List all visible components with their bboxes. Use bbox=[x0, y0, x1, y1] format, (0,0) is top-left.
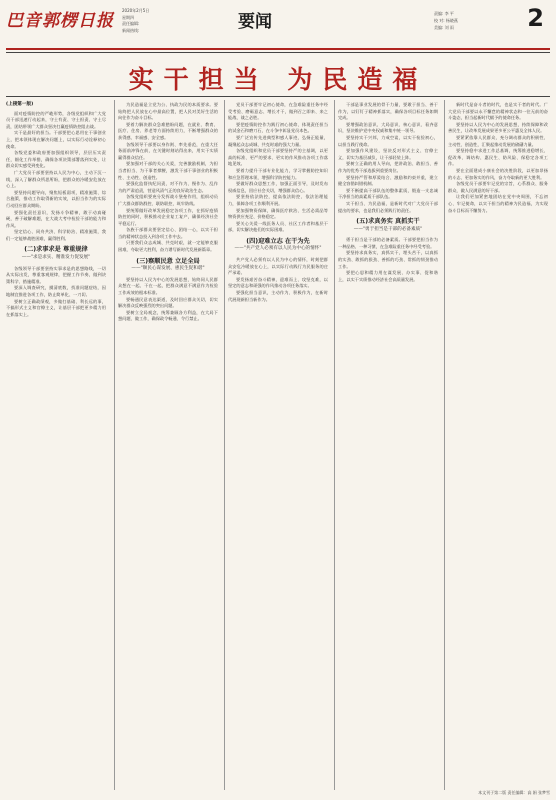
article-paragraph: 要树立全局观念，统筹兼顾各方利益，在大局下想问题、做工作，确保政令畅通、令行禁止。 bbox=[118, 309, 218, 322]
article-paragraph: 要加强作风建设，坚决反对形式主义、官僚主义，切实为基层减负，让干部轻装上阵。 bbox=[338, 148, 438, 160]
article-paragraph: 要强化责任意识，发扬斗争精神，敢于动真碰硬，善于破解难题，在大战大考中检验干部的能力和作风。 bbox=[6, 209, 106, 228]
subhead-title: (二)求事求是 尊重规律 bbox=[24, 246, 88, 254]
subhead-title: (四)迎难立志 在干为先 bbox=[246, 237, 310, 245]
section-subhead bbox=[118, 259, 218, 273]
article-paragraph: 广大党员干部要坚持以人民为中心，主动下沉一线，深入了解群众所思所盼，把群众的冷暖安危放在心上。 bbox=[6, 169, 106, 189]
article-paragraph: 实干是最好的担当。干部要把心思用在干事创业上，把本领体现在解决问题上，以实际行动诠释初心使命。 bbox=[6, 130, 106, 149]
editor-line: 责编: 李 平 bbox=[434, 11, 454, 16]
article-paragraph: 要不断提高干部队伍的整体素质，锻造一支忠诚干净担当的高素质干部队伍。 bbox=[338, 187, 438, 200]
section-subhead bbox=[338, 219, 438, 233]
article-paragraph: 坚定信心、同舟共济、科学防治、精准施策，我们一定能够战胜困难，赢得胜利。 bbox=[6, 229, 106, 241]
article-paragraph: 各级党委和政府要加强组织领导，层层压实责任，细化工作举措，确保各项决策部署落到实处，让群众切实感受到变化。 bbox=[6, 150, 106, 169]
article-paragraph: 要统筹做好改革发展稳定各项工作，在抓好疫情防控的同时，积极推动企业复工复产，确保经济社会平稳运行。 bbox=[118, 207, 218, 226]
article-paragraph: 党员干部要牢记初心使命，在急难险重任务中经受考验、磨砺意志、增长才干，做到召之即来、来之能战、战之必胜。 bbox=[228, 102, 328, 121]
article-paragraph: 要坚持求真务实，真抓实干，埋头苦干，以真抓的实劲、敢抓的狠劲、善抓的巧劲、常抓的韧劲推动工作。 bbox=[338, 250, 438, 269]
article-paragraph: 要坚持以人民为中心的发展思想，始终同人民群众想在一起、干在一起，把群众满意不满意作为检验工作成效的根本标准。 bbox=[118, 276, 218, 296]
issue-meta bbox=[122, 8, 149, 34]
column-divider bbox=[224, 100, 225, 790]
article-paragraph: 各级党组织和党员干部要坚持严的主基调，以更高的标准、更严的要求、更实的作风推动各项工作落地见效。 bbox=[228, 148, 328, 167]
article-paragraph: 要坚持问题导向，聚焦短板弱项，精准施策、综合施策，推动工作取得新的实效，以担当作为的实际行动回应群众期盼。 bbox=[6, 189, 106, 208]
article-paragraph: 要增强政治意识、大局意识、核心意识、看齐意识，坚决维护党中央权威和集中统一领导。 bbox=[338, 121, 438, 134]
column-divider bbox=[114, 100, 115, 790]
article-paragraph: 实干担当、为民造福，是新时代对广大党员干部提出的要求，也是我们必须践行的责任。 bbox=[338, 200, 438, 213]
article-paragraph: 要把疫情防控作为践行初心使命、体现责任担当的试金石和磨刀石，在斗争中彰显党员本色。 bbox=[228, 121, 328, 134]
subhead-quote: ——"勇于担当是干部的必备素质" bbox=[353, 226, 423, 232]
article-paragraph: 要做好群众思想工作，加强正面引导，及时发布权威信息，回应社会关切，增强群众信心。 bbox=[228, 181, 328, 193]
subhead-title: (五)求真务实 真抓实干 bbox=[356, 218, 420, 226]
article-paragraph: 要坚持依法防控，提高依法防控、依法治理能力，保障各项工作顺利开展。 bbox=[228, 194, 328, 206]
article-paragraph: 各级党员干部要牢记党的宗旨，心系群众、服务群众，做人民满意的好干部。 bbox=[448, 181, 548, 193]
article-paragraph: 为民造福是立党为公、执政为民的本质要求。要始终把人民放在心中最高位置，把人民对美好生活的向往作为奋斗目标。 bbox=[118, 102, 218, 121]
masthead-rule bbox=[6, 48, 550, 50]
column-divider bbox=[444, 100, 445, 790]
article-headline: 实干担当 为民造福 bbox=[128, 65, 428, 94]
article-paragraph: 各族干部群众要坚定信心、团结一心，以实干担当的精神状态投入到各项工作中去。 bbox=[118, 227, 218, 239]
article-paragraph: 要加强对干部的关心关爱，完善激励机制，为担当者担当、为干事者撑腰，激发干部干事创业的积极性、主动性、创造性。 bbox=[118, 161, 218, 180]
article-paragraph: 只要我们众志成城、共克时艰，就一定能够克服困难，夺取更大胜利，奋力谱写新时代发展新篇章。 bbox=[118, 240, 218, 253]
page-footer: 本文刊于第二版 责任编辑：高 娟 张梦雪 bbox=[478, 790, 550, 795]
article-paragraph: 面对疫情防控的严峻形势，各级党组织和广大党员干部迅速行动起来，守土有责、守土担责、守土尽责，团结带领广大群众坚决打赢疫情防控阻击战。 bbox=[6, 110, 106, 129]
article-paragraph: 要强化担当意识，主动作为、积极作为，在新时代展现新担当新作为。 bbox=[228, 290, 328, 302]
article-column bbox=[338, 102, 438, 283]
column-divider bbox=[334, 100, 335, 790]
article-paragraph: 让我们更加紧密地团结在党中央周围，不忘初心、牢记使命，以实干担当的精神为民造福，为实现奋斗目标而不懈努力。 bbox=[448, 194, 548, 213]
article-paragraph: 要把心思和精力用在谋发展、办实事、促和谐上，以实干实绩推动经济社会高质量发展。 bbox=[338, 270, 438, 282]
article-paragraph: 勇于担当是干部的必备素质。干部要把担当作为一种品格、一种习惯，在急难险重任务中经受考验。 bbox=[338, 237, 438, 249]
article-column bbox=[118, 102, 218, 323]
article-paragraph: 要紧紧依靠人民群众，充分调动群众的积极性、主动性、创造性，汇聚起推动发展的磅礴力量。 bbox=[448, 134, 548, 147]
article-paragraph: 要着力解决群众急难愁盼问题，在就业、教育、医疗、住房、养老等方面持续用力，不断增强群众的获得感、幸福感、安全感。 bbox=[118, 121, 218, 140]
article-paragraph: 要着力提升干部专业化能力，学习掌握防控知识和应急管理本领，增强科学防控能力。 bbox=[228, 167, 328, 180]
subhead-quote: ——"求是求实、精准发力促发展" bbox=[21, 255, 91, 261]
section-title: 要闻 bbox=[238, 12, 272, 32]
article-column bbox=[6, 102, 106, 318]
article-paragraph: 要广泛宣传先进典型和感人事迹，弘扬正能量，凝聚起众志成城、共克时艰的强大力量。 bbox=[228, 134, 328, 147]
article-paragraph: 要坚持以人民为中心的发展思想，持续保障和改善民生，让改革发展成果更多更公平惠及全体人民。 bbox=[448, 121, 548, 134]
article-paragraph: 要发扬艰苦奋斗精神，迎难而上、攻坚克难，以坚定的意志和顽强的作风推动各项任务落实。 bbox=[228, 276, 328, 289]
article-paragraph: 各级领导干部要以身作则、率先垂范，在重大任务面前冲锋在前，在关键时刻站得出来，用实干实绩赢得群众信任。 bbox=[118, 141, 218, 160]
article-paragraph: 各级领导干部要坚持实事求是的思想路线，一切从实际出发，尊重客观规律，把握工作节奏，做到决策科学、措施精准。 bbox=[6, 265, 106, 284]
article-paragraph: 要在全面建成小康社会的决胜阶段，以更加昂扬的斗志、更加务实的作风，奋力夺取新的更大胜利。 bbox=[448, 167, 548, 180]
editor-line: 美编: 刘 雨 bbox=[434, 25, 454, 30]
editor-credits bbox=[434, 10, 458, 31]
article-paragraph: 要坚持实干兴邦，力戒空谈，以实干检验初心，以担当践行使命。 bbox=[338, 134, 438, 147]
meta-line: 新闻热线: bbox=[122, 27, 140, 33]
meta-line: 2020年2月5日 bbox=[122, 8, 150, 13]
subhead-quote: ——"共产党人必须有以人民为中心的情怀" bbox=[234, 246, 322, 252]
article-column bbox=[228, 102, 328, 303]
headline-rule bbox=[6, 96, 550, 97]
article-paragraph: 要坚持稳中求进工作总基调，统筹推进稳增长、促改革、调结构、惠民生、防风险、保稳定各项工作。 bbox=[448, 148, 548, 167]
article-paragraph: 各级党组织要充分发挥战斗堡垒作用，组织动员广大群众群防群控、联防联控，筑牢防线。 bbox=[118, 194, 218, 206]
meta-line: 星期四 bbox=[122, 14, 134, 20]
page-number: 2 bbox=[527, 4, 544, 32]
article-paragraph: 要关心关爱一线医务人员、社区工作者和基层干部，切实解决他们的实际困难。 bbox=[228, 220, 328, 233]
article-paragraph: 要畅通民意表达渠道，及时回应群众关切，切实解决群众反映强烈的突出问题。 bbox=[118, 296, 218, 309]
subhead-title: (三)察顺民意 立足全局 bbox=[136, 257, 200, 265]
article-column bbox=[448, 102, 548, 214]
continued-from-label: (上接第一版) bbox=[6, 102, 34, 107]
newspaper-logo: 巴音郭楞日报 bbox=[6, 11, 114, 31]
article-paragraph: 要树立正确政绩观，多做打基础、利长远的事，不搞形式主义和官僚主义，让基层干部把更多精力用在抓落实上。 bbox=[6, 298, 106, 317]
article-paragraph: 要深入调查研究，摸清底数，找准问题症结，因地制宜推进各项工作，防止简单化、一刀切。 bbox=[6, 285, 106, 298]
masthead bbox=[6, 4, 550, 48]
article-paragraph: 要强化监督执纪问责，对不作为、慢作为、乱作为的严肃追责，营造风清气正的良好政治生态。 bbox=[118, 181, 218, 193]
masthead-rule-thin bbox=[6, 52, 550, 53]
article-paragraph: 要坚持严管和厚爱结合、激励和约束并重，建立健全容错纠错机制。 bbox=[338, 174, 438, 187]
article-paragraph: 共产党人必须有以人民为中心的情怀，时刻把群众安危冷暖放在心上，以实际行动践行为民服务的庄严承诺。 bbox=[228, 257, 328, 276]
subhead-quote: ——"顺民心谋发展、惠民生促和谐" bbox=[131, 266, 205, 272]
meta-line: 责任编辑: bbox=[122, 21, 140, 26]
editor-line: 校 对: 杨晓燕 bbox=[434, 18, 458, 23]
section-subhead bbox=[6, 247, 106, 261]
section-subhead bbox=[228, 239, 328, 253]
article-paragraph: 新时代是奋斗者的时代，也是实干者的时代。广大党员干部要以永不懈怠的精神状态和一往无前的奋斗姿态，担当起新时代赋予的使命任务。 bbox=[448, 102, 548, 121]
article-paragraph: 要树立正确的用人导向，把讲政治、敢担当、善作为的优秀干部选拔到重要岗位。 bbox=[338, 161, 438, 173]
article-paragraph: 干部是事业发展的骨干力量，要敢于担当、善于作为，以钉钉子精神抓落实，确保各项目标任务如期完成。 bbox=[338, 102, 438, 121]
article-paragraph: 要加强物资保障，确保医疗救治、生活必需品等物资供应充足、价格稳定。 bbox=[228, 207, 328, 220]
